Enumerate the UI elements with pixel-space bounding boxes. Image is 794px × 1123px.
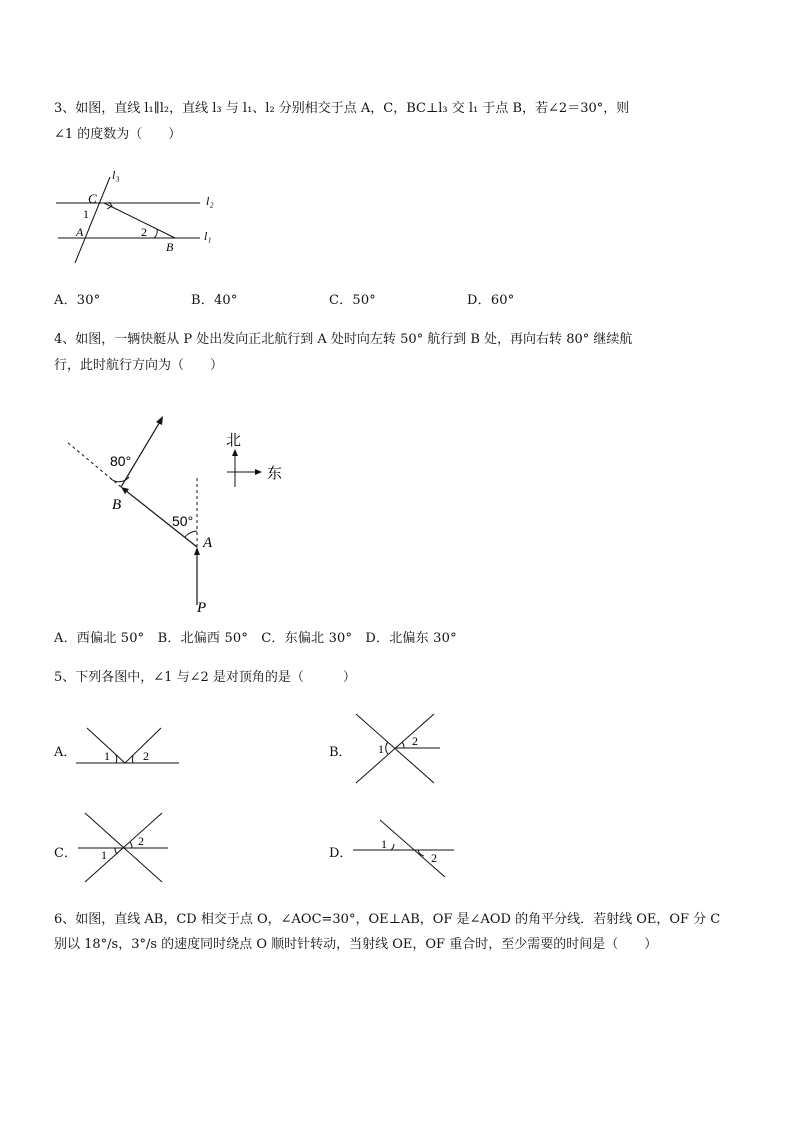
label-a: A (203, 535, 213, 551)
label-angle2: 2 (141, 225, 147, 239)
q4-stem-line1: 4、如图，一辆快艇从 P 处出发向正北航行到 A 处时向左转 50° 航行到 B 处，再向右转 80° 继续航 (54, 332, 633, 347)
angle2-arc (418, 850, 424, 856)
q5-option-c-label[interactable]: C． (54, 846, 77, 861)
label-angle1: 1 (83, 207, 89, 221)
q5-option-d-label[interactable]: D． (329, 846, 353, 861)
angle50-arc (185, 531, 197, 537)
q3-option-b[interactable]: B．40° (191, 293, 238, 308)
label-l3: l₃ (112, 168, 120, 182)
compass-north-arrow-icon (232, 449, 238, 456)
angle2-arc (130, 842, 132, 848)
label-angle1: 1 (381, 837, 387, 851)
q5-option-a-label[interactable]: A． (54, 745, 77, 760)
segment-cb (104, 203, 175, 238)
line-l3 (75, 177, 110, 263)
q5-figure-a (70, 722, 185, 767)
q3-option-c[interactable]: C．50° (329, 293, 376, 308)
q5-figure-c (75, 808, 175, 888)
angle1-arc (386, 742, 388, 754)
q3-figure (50, 165, 250, 270)
q4-options[interactable]: A．西偏北 50° B．北偏西 50° C．东偏北 30° D．北偏东 30° (54, 631, 457, 646)
q3-option-a[interactable]: A．30° (54, 293, 101, 308)
q6-stem-line2: 别以 18°/s，3°/s 的速度同时绕点 O 顺时针转动，当射线 OE，OF 重合时，至少需要的时间是（ ） (54, 937, 658, 952)
q6-stem-line1: 6、如图，直线 AB，CD 相交于点 O，∠AOC=30°，OE⊥AB，OF 是∠AOD 的角平分线．若射线 OE，OF 分 C (54, 912, 721, 927)
arrow-b-onward-icon (156, 416, 163, 425)
q3-option-d[interactable]: D．60° (467, 293, 515, 308)
angle1-arc (391, 844, 394, 850)
label-a: A (76, 225, 84, 239)
label-angle1: 1 (378, 742, 384, 756)
angle2-arc (402, 742, 404, 748)
angle2-arc (154, 229, 157, 238)
compass-east-label: 东 (267, 465, 283, 482)
q5-figure-d (350, 815, 460, 880)
q3-stem-line1: 3、如图，直线 l₁∥l₂，直线 l₃ 与 l₁、l₂ 分别相交于点 A，C，BC⊥l₃ 交 l₁ 于点 B，若∠2＝30°，则 (54, 101, 630, 116)
compass-north-label: 北 (226, 432, 242, 449)
angle1-arc (115, 848, 117, 854)
q4-stem-line2: 行，此时航行方向为（ ） (54, 358, 224, 373)
label-angle2: 2 (143, 749, 149, 763)
label-80: 80° (110, 453, 132, 469)
q4-figure (55, 405, 305, 620)
angle1-arc (116, 755, 117, 763)
label-b: B (166, 240, 174, 254)
label-angle2: 2 (431, 851, 437, 865)
transversal (380, 820, 445, 877)
label-50: 50° (172, 513, 194, 529)
label-l1: l₁ (204, 229, 212, 243)
label-angle2: 2 (138, 834, 144, 848)
label-angle1: 1 (101, 848, 107, 862)
q5-option-b-label[interactable]: B． (329, 745, 352, 760)
arrow-pa-icon (194, 547, 200, 555)
angle2-arc (132, 756, 133, 763)
q5-figure-b (350, 708, 445, 788)
label-angle2: 2 (412, 734, 418, 748)
label-angle1: 1 (104, 749, 110, 763)
label-p: P (197, 600, 207, 616)
compass-east-arrow-icon (255, 469, 262, 475)
label-l2: l₂ (206, 194, 214, 208)
label-c: C (88, 191, 97, 206)
q5-stem-line1: 5、下列各图中，∠1 与∠2 是对顶角的是（ ） (54, 670, 356, 685)
q3-stem-line2: ∠1 的度数为（ ） (54, 127, 182, 142)
label-b: B (112, 497, 122, 513)
